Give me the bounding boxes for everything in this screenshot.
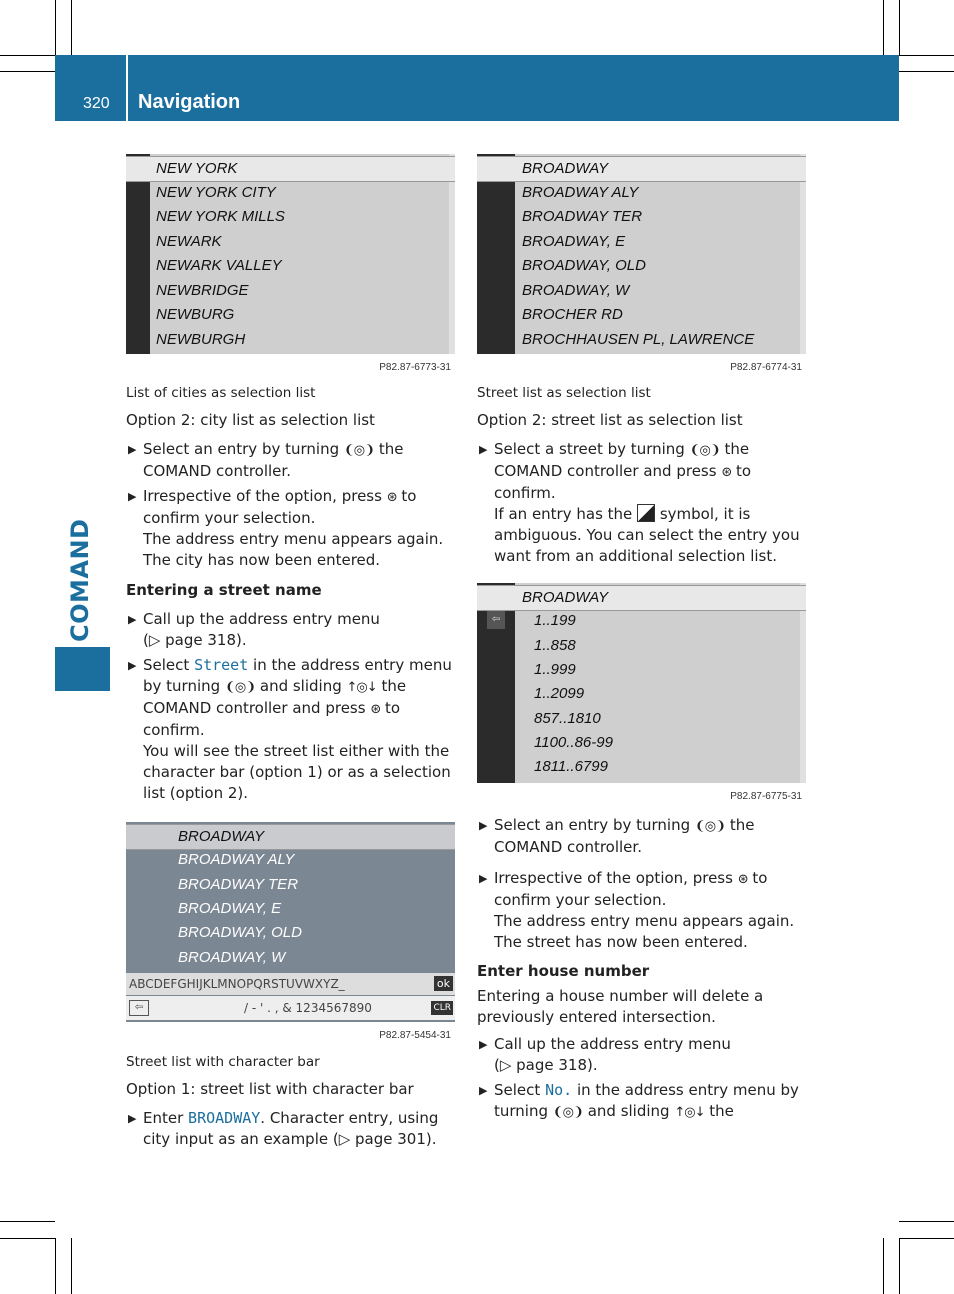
turn-controller-icon: ❨◎❩ — [689, 443, 720, 458]
option-heading: Option 2: city list as selection list — [126, 411, 375, 429]
left-column-upper — [126, 383, 458, 804]
ambiguous-triangle-icon — [637, 504, 655, 522]
list-item: 857..1810 — [534, 709, 601, 727]
instruction-item: ▶ Select an entry by turning ❨◎❩ the COMAND controller. — [479, 816, 755, 856]
side-tab — [55, 647, 110, 691]
list-item: BROADWAY, OLD — [178, 924, 302, 942]
instruction-item: ▶ Call up the address entry menu (▷ page 318). — [128, 610, 380, 649]
list-item: BROADWAY, E — [178, 899, 282, 917]
list-item: NEWARK — [156, 232, 222, 250]
arrow-icon: ▶ — [128, 659, 137, 672]
crop-mark — [899, 55, 954, 56]
instruction-item: ▶ Select a street by turning ❨◎❩ the COMAND controller and press ⊛ to confirm. If an entry has the symbol, it is ambiguous. You can select the entry you want from an additional selection list. — [479, 440, 800, 565]
crop-mark — [55, 1238, 56, 1294]
crop-mark — [0, 55, 55, 56]
instruction-item: ▶ Irrespective of the option, press ⊛ to confirm your selection. The address entry menu appears again. The street has now been entered. — [479, 869, 795, 951]
arrow-icon: ▶ — [128, 443, 137, 456]
instruction-item: ▶ Select an entry by turning ❨◎❩ the COMAND controller. — [128, 440, 404, 480]
arrow-icon: ▶ — [479, 819, 488, 832]
paragraph: Entering a house number will delete a previously entered intersection. — [477, 987, 764, 1026]
character-bar — [126, 973, 455, 995]
list-item: 1..199 — [534, 612, 576, 630]
list-item: 1..999 — [534, 660, 576, 678]
street-list-screenshot — [477, 154, 806, 376]
list-item: NEW YORK MILLS — [156, 208, 285, 225]
figure-code: P82.87-6774-31 — [730, 362, 802, 373]
page-number: 320 — [83, 95, 110, 112]
list-item: NEWBRIDGE — [156, 281, 249, 299]
slide-controller-icon: ↑◎↓ — [674, 1105, 705, 1120]
crop-mark — [883, 1238, 884, 1294]
figure-code: P82.87-6773-31 — [379, 362, 451, 373]
crop-mark — [0, 71, 55, 72]
arrow-icon: ▶ — [479, 1084, 488, 1097]
house-number-range-screenshot — [477, 583, 806, 805]
list-item: NEW YORK — [126, 156, 455, 182]
list-item: BROADWAY, W — [178, 948, 286, 966]
press-controller-icon: ⊛ — [370, 702, 381, 717]
list-item: 1811..6799 — [534, 758, 608, 776]
turn-controller-icon: ❨◎❩ — [224, 680, 256, 695]
crop-mark — [0, 1221, 55, 1222]
crop-mark — [899, 71, 954, 72]
side-tab-label: COMAND — [66, 518, 94, 642]
instruction-item: ▶ Select Street in the address entry menu by turning ❨◎❩ and sliding ↑◎↓ the COMAND controller and press ⊛ to confirm. You will see the street list either with the character bar (option 1) or as a selection list (option 2). — [128, 656, 452, 802]
list-item: 1100..86-99 — [534, 733, 613, 751]
press-controller-icon: ⊛ — [386, 490, 397, 505]
clear-button: CLR — [433, 1003, 451, 1013]
city-list-screenshot — [126, 154, 455, 376]
arrow-icon: ▶ — [479, 1038, 488, 1051]
header-divider — [126, 55, 128, 121]
list-item: BROADWAY ALY — [522, 183, 639, 201]
list-item: BROADWAY, E — [522, 232, 626, 250]
list-item: BROADWAY, W — [522, 281, 630, 299]
instruction-item: ▶ Call up the address entry menu (▷ page 318). — [479, 1035, 731, 1074]
arrow-icon: ▶ — [128, 613, 137, 626]
crop-mark — [55, 0, 56, 55]
press-controller-icon: ⊛ — [737, 872, 748, 887]
figure-code: P82.87-5454-31 — [379, 1030, 451, 1041]
list-item: BROADWAY, OLD — [522, 257, 646, 274]
character-bar-letters: ABCDEFGHIJKLMNOPQRSTUVWXYZ_ — [129, 977, 345, 991]
crop-mark — [899, 1221, 954, 1222]
list-item: BROADWAY ALY — [178, 851, 295, 869]
turn-controller-icon: ❨◎❩ — [343, 443, 375, 458]
instruction-item: ▶ Select No. in the address entry menu by turning ❨◎❩ and sliding ↑◎↓ the — [479, 1081, 799, 1120]
crop-mark — [899, 0, 900, 55]
left-column-lower — [126, 1052, 458, 1150]
ok-button: ok — [434, 976, 453, 991]
crop-mark — [899, 1238, 900, 1294]
list-item: BROADWAY — [126, 824, 455, 850]
character-bar-screenshot — [126, 822, 455, 1044]
back-icon: ⇦ — [487, 611, 505, 629]
option-heading: Option 2: street list as selection list — [477, 411, 743, 429]
figure-caption: Street list with character bar — [126, 1054, 320, 1070]
list-item: NEWBURGH — [156, 330, 246, 348]
list-item: NEW YORK CITY — [156, 183, 276, 201]
list-item: BROADWAY TER — [522, 208, 643, 225]
crop-mark — [883, 0, 884, 55]
figure-caption: List of cities as selection list — [126, 385, 316, 401]
arrow-icon: ▶ — [128, 490, 137, 503]
list-item: 1..2099 — [534, 685, 585, 703]
option-heading: Option 1: street list with character bar — [126, 1080, 414, 1098]
list-item: BROCHHAUSEN PL, LAWRENCE — [522, 330, 755, 348]
arrow-icon: ▶ — [479, 443, 488, 456]
character-bar-symbols: / - ' . , & 1234567890 — [244, 1001, 372, 1015]
menu-item-number: No. — [545, 1081, 573, 1099]
crop-mark — [71, 0, 72, 55]
figure-caption: Street list as selection list — [477, 385, 651, 401]
list-item: BROCHER RD — [522, 306, 623, 323]
arrow-icon: ▶ — [479, 872, 488, 885]
list-item: BROADWAY — [477, 156, 806, 182]
right-column-upper — [477, 383, 809, 567]
right-column-lower — [477, 815, 809, 1123]
instruction-item: ▶ Irrespective of the option, press ⊛ to confirm your selection. The address entry menu appears again. The city has now been entered. — [128, 487, 444, 569]
list-item: 1..858 — [534, 636, 576, 654]
character-bar-row2 — [126, 996, 455, 1020]
page-header — [55, 55, 899, 121]
crop-mark — [0, 1238, 55, 1239]
crop-mark — [899, 1238, 954, 1239]
input-broadway: BROADWAY — [188, 1109, 261, 1127]
list-item: NEWBURG — [156, 306, 235, 323]
back-icon: ⇦ — [129, 1000, 149, 1016]
turn-controller-icon: ❨◎❩ — [694, 819, 726, 834]
page-title: Navigation — [138, 91, 241, 113]
menu-item-street: Street — [194, 656, 249, 674]
figure-code: P82.87-6775-31 — [730, 791, 802, 802]
arrow-icon: ▶ — [128, 1112, 137, 1125]
list-item: BROADWAY TER — [178, 875, 299, 893]
section-heading: Enter house number — [477, 962, 650, 980]
list-item: BROADWAY — [477, 585, 806, 611]
section-heading: Entering a street name — [126, 581, 322, 599]
list-item: NEWARK VALLEY — [156, 257, 282, 274]
slide-controller-icon: ↑◎↓ — [346, 680, 377, 695]
instruction-item: ▶ Enter BROADWAY. Character entry, using city input as an example (▷ page 301). — [128, 1109, 439, 1148]
turn-controller-icon: ❨◎❩ — [552, 1105, 583, 1120]
press-controller-icon: ⊛ — [721, 465, 732, 480]
crop-mark — [71, 1238, 72, 1294]
